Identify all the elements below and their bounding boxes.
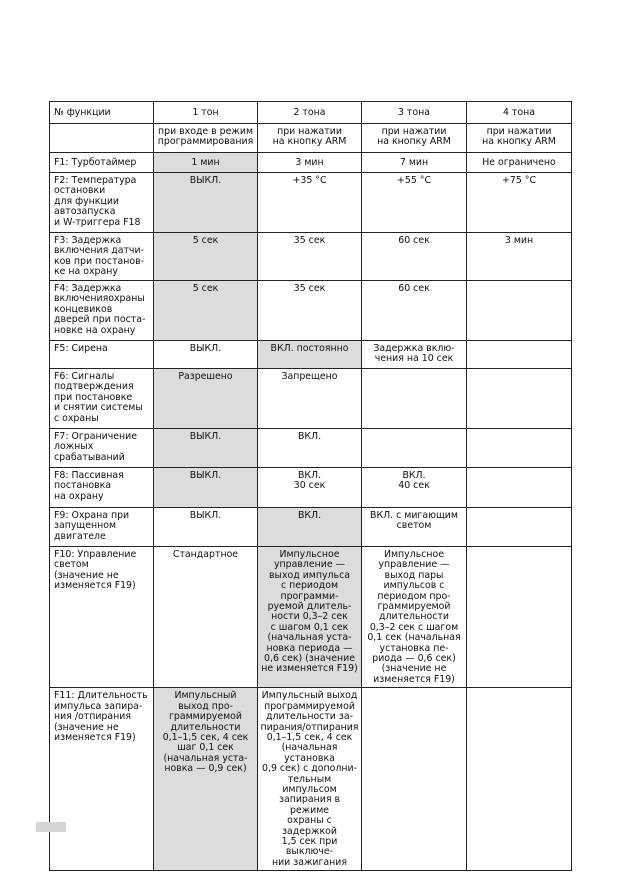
value-4-tones bbox=[467, 468, 572, 508]
functions-table bbox=[49, 101, 572, 871]
header-3-tones: 3 тона bbox=[362, 102, 467, 124]
value-3-tones: 60 сек bbox=[362, 233, 467, 281]
value-1-tone: ВЫКЛ. bbox=[154, 429, 258, 468]
value-4-tones bbox=[467, 341, 572, 369]
table-row-f4 bbox=[50, 281, 572, 341]
value-1-tone: 1 мин bbox=[154, 153, 258, 173]
value-3-tones: ВКЛ. с мигающим светом bbox=[362, 508, 467, 547]
value-2-tones: Импульсное управление — выход импульса с периодом программи- руемой длитель- ности 0,3–2 сек с шагом 0,1 сек (начальная уста- новка периода — 0,6 сек) (значение не изменяется F19) bbox=[258, 547, 362, 688]
value-1-tone: Импульсный выход про- граммируемой длительности 0,1–1,5 сек, 4 сек шаг 0,1 сек (начальная уста- новка — 0,9 сек) bbox=[154, 688, 258, 871]
value-3-tones: +55 °С bbox=[362, 173, 467, 233]
table-row-f7 bbox=[50, 429, 572, 468]
subheader-3-tones: при нажатии на кнопку ARM bbox=[362, 124, 467, 153]
value-3-tones: Импульсное управление — выход пары импульсов с периодом про- граммируемой длительности 0,3–2 сек с шагом 0,1 сек (начальная установка пе- риода — 0,6 сек) (значение не изменяется F19) bbox=[362, 547, 467, 688]
value-4-tones: +75 °С bbox=[467, 173, 572, 233]
value-2-tones: ВКЛ. постоянно bbox=[258, 341, 362, 369]
table-row-f8 bbox=[50, 468, 572, 508]
value-2-tones: ВКЛ. 30 сек bbox=[258, 468, 362, 508]
function-name: F11: Длительность импульса запира- ния /отпирания (значение не изменяется F19) bbox=[50, 688, 154, 871]
function-name: F6: Сигналы подтверждения при постановке и снятии системы с охраны bbox=[50, 369, 154, 429]
table-row-f3 bbox=[50, 233, 572, 281]
value-2-tones: 35 сек bbox=[258, 233, 362, 281]
header-1-tone: 1 тон bbox=[154, 102, 258, 124]
value-1-tone: 5 сек bbox=[154, 233, 258, 281]
value-4-tones bbox=[467, 508, 572, 547]
value-4-tones bbox=[467, 429, 572, 468]
subheader-empty bbox=[50, 124, 154, 153]
function-name: F10: Управление светом (значение не изменяется F19) bbox=[50, 547, 154, 688]
header-4-tones: 4 тона bbox=[467, 102, 572, 124]
value-1-tone: Разрешено bbox=[154, 369, 258, 429]
function-name: F9: Охрана при запущенном двигателе bbox=[50, 508, 154, 547]
subheader-row bbox=[50, 124, 572, 153]
value-1-tone: ВЫКЛ. bbox=[154, 341, 258, 369]
value-4-tones bbox=[467, 281, 572, 341]
subheader-1-tone: при входе в режим программирования bbox=[154, 124, 258, 153]
table-row-f10 bbox=[50, 547, 572, 688]
value-2-tones: 3 мин bbox=[258, 153, 362, 173]
value-4-tones bbox=[467, 547, 572, 688]
value-2-tones: +35 °С bbox=[258, 173, 362, 233]
table-row-f6 bbox=[50, 369, 572, 429]
table-row-f2 bbox=[50, 173, 572, 233]
value-4-tones bbox=[467, 688, 572, 871]
header-function-number: № функции bbox=[50, 102, 154, 124]
table-row-f5 bbox=[50, 341, 572, 369]
value-2-tones: ВКЛ. bbox=[258, 508, 362, 547]
value-3-tones: ВКЛ. 40 сек bbox=[362, 468, 467, 508]
value-2-tones: Импульсный выход программируемой длительности за- пирания/отпирания 0,1–1,5 сек, 4 сек (начальная установка 0,9 сек) с дополни- тельным импульсом запирания в режиме охраны с задержкой 1,5 сек при выключе- нии зажигания bbox=[258, 688, 362, 871]
value-2-tones: Запрещено bbox=[258, 369, 362, 429]
value-3-tones bbox=[362, 429, 467, 468]
table-row-f11 bbox=[50, 688, 572, 871]
value-3-tones: 7 мин bbox=[362, 153, 467, 173]
table-row-f1 bbox=[50, 153, 572, 173]
value-3-tones bbox=[362, 369, 467, 429]
table-row-f9 bbox=[50, 508, 572, 547]
value-4-tones: 3 мин bbox=[467, 233, 572, 281]
function-name: F5: Сирена bbox=[50, 341, 154, 369]
subheader-4-tones: при нажатии на кнопку ARM bbox=[467, 124, 572, 153]
function-name: F1: Турботаймер bbox=[50, 153, 154, 173]
function-name: F8: Пассивная постановка на охрану bbox=[50, 468, 154, 508]
value-4-tones: Не ограничено bbox=[467, 153, 572, 173]
header-row bbox=[50, 102, 572, 124]
header-2-tones: 2 тона bbox=[258, 102, 362, 124]
function-name: F7: Ограничение ложных срабатываний bbox=[50, 429, 154, 468]
subheader-2-tones: при нажатии на кнопку ARM bbox=[258, 124, 362, 153]
value-1-tone: ВЫКЛ. bbox=[154, 468, 258, 508]
function-name: F3: Задержка включения датчи- ков при постанов- ке на охрану bbox=[50, 233, 154, 281]
value-1-tone: 5 сек bbox=[154, 281, 258, 341]
value-2-tones: ВКЛ. bbox=[258, 429, 362, 468]
value-2-tones: 35 сек bbox=[258, 281, 362, 341]
value-1-tone: Стандартное bbox=[154, 547, 258, 688]
function-name: F4: Задержка включенияохраны концевиков дверей при поста- новке на охрану bbox=[50, 281, 154, 341]
value-1-tone: ВЫКЛ. bbox=[154, 173, 258, 233]
value-3-tones bbox=[362, 688, 467, 871]
function-name: F2: Температура остановки для функции автозапуска и W-триггера F18 bbox=[50, 173, 154, 233]
value-4-tones bbox=[467, 369, 572, 429]
value-1-tone: ВЫКЛ. bbox=[154, 508, 258, 547]
value-3-tones: 60 сек bbox=[362, 281, 467, 341]
page-number-marker bbox=[36, 822, 66, 832]
value-3-tones: Задержка вклю- чения на 10 сек bbox=[362, 341, 467, 369]
